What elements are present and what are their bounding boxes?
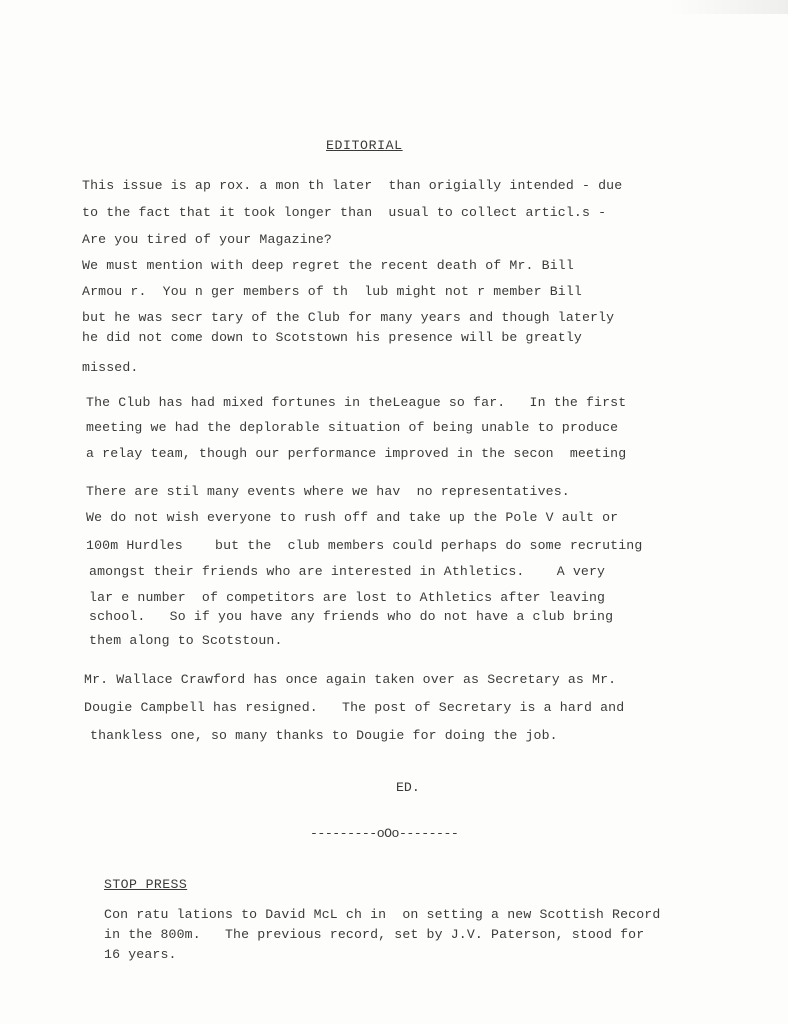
editorial-line: Are you tired of your Magazine? bbox=[82, 232, 332, 247]
stop-press-line: in the 800m. The previous record, set by J.V. Paterson, stood for bbox=[104, 927, 645, 942]
editorial-line: 100m Hurdles but the club members could perhaps do some recruting bbox=[86, 538, 643, 553]
editorial-title: EDITORIAL bbox=[326, 138, 403, 153]
editorial-line: a relay team, though our performance improved in the secon meeting bbox=[86, 446, 627, 461]
editorial-line: There are stil many events where we hav no representatives. bbox=[86, 484, 570, 499]
stop-press-line: Con ratu lations to David McL ch in on setting a new Scottish Record bbox=[104, 907, 661, 922]
editorial-line: Armou r. You n ger members of th lub might not r member Bill bbox=[82, 284, 582, 299]
editorial-line: missed. bbox=[82, 360, 139, 375]
editorial-line: them along to Scotstoun. bbox=[89, 633, 283, 648]
section-separator: ---------oOo-------- bbox=[310, 826, 459, 841]
editorial-line: amongst their friends who are interested in Athletics. A very bbox=[89, 564, 606, 579]
editorial-line: We do not wish everyone to rush off and take up the Pole V ault or bbox=[86, 510, 619, 525]
editorial-line: We must mention with deep regret the recent death of Mr. Bill bbox=[82, 258, 574, 273]
editorial-line: he did not come down to Scotstown his presence will be greatly bbox=[82, 330, 582, 345]
editor-signature: ED. bbox=[396, 780, 420, 795]
stop-press-line: 16 years. bbox=[104, 947, 177, 962]
editorial-line: to the fact that it took longer than usual to collect articl.s - bbox=[82, 205, 607, 220]
stop-press-heading: STOP PRESS bbox=[104, 877, 188, 892]
editorial-line: but he was secr tary of the Club for many years and though laterly bbox=[82, 310, 615, 325]
editorial-line: Dougie Campbell has resigned. The post of Secretary is a hard and bbox=[84, 700, 625, 715]
editorial-line: The Club has had mixed fortunes in theLeague so far. In the first bbox=[86, 395, 627, 410]
editorial-line: meeting we had the deplorable situation of being unable to produce bbox=[86, 420, 619, 435]
editorial-line: This issue is ap rox. a mon th later than origially intended - due bbox=[82, 178, 623, 193]
editorial-line: thankless one, so many thanks to Dougie for doing the job. bbox=[90, 728, 558, 743]
editorial-line: Mr. Wallace Crawford has once again taken over as Secretary as Mr. bbox=[84, 672, 617, 687]
editorial-line: school. So if you have any friends who do not have a club bring bbox=[89, 609, 614, 624]
editorial-line: lar e number of competitors are lost to Athletics after leaving bbox=[89, 590, 606, 605]
scan-smudge bbox=[668, 0, 788, 14]
